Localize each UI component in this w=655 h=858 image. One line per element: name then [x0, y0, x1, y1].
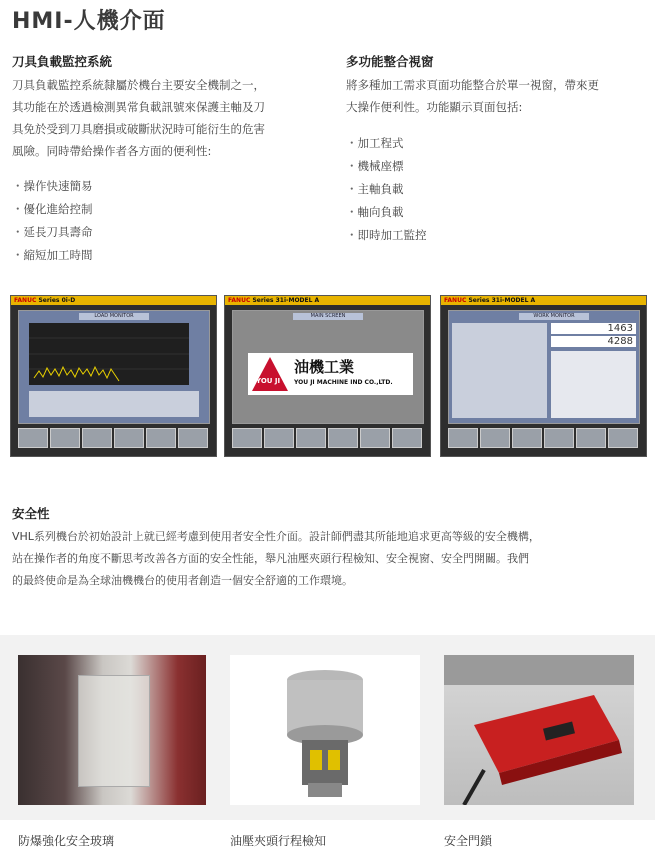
model-label: Series 31i-MODEL A: [252, 297, 320, 304]
list-item: ・ 縮短加工時間: [12, 244, 93, 267]
paragraph-line: 風險。同時帶給操作者各方面的便利性:: [12, 144, 212, 158]
door-lock-icon: [444, 655, 634, 805]
safety-heading: 安全性: [12, 506, 50, 521]
list-item: ・ 軸向負載: [346, 201, 427, 224]
logo-en: YOU JI MACHINE IND CO.,LTD.: [294, 379, 393, 386]
company-logo: [248, 353, 413, 395]
tool-load-paragraph: [12, 74, 322, 162]
brand-label: FANUC: [444, 297, 467, 304]
multi-window-heading: 多功能整合視窗: [346, 54, 434, 69]
screen-caption: LOAD MONITOR: [79, 313, 149, 320]
paragraph-line: 將多種加工需求頁面功能整合於單一視窗，帶來更: [346, 78, 599, 92]
model-label: Series 0i-D: [38, 297, 76, 304]
spindle-readout: 1463: [551, 323, 636, 334]
list-item: ・ 加工程式: [346, 132, 427, 155]
list-item: ・ 延長刀具壽命: [12, 221, 93, 244]
paragraph-line: 大操作便利性。功能顯示頁面包括:: [346, 100, 523, 114]
logo-cn: 油機工業: [294, 358, 355, 376]
chuck-cylinder-icon: [230, 655, 420, 805]
list-item: ・ 主軸負載: [346, 178, 427, 201]
load-graph: [29, 323, 189, 385]
feed-readout: 4288: [551, 336, 636, 347]
model-label: Series 31i-MODEL A: [468, 297, 536, 304]
safety-glass-photo: [18, 655, 206, 805]
chuck-sensor-photo: [230, 655, 420, 805]
multi-window-bullets: [346, 132, 427, 247]
screen-caption: WORK MONITOR: [519, 313, 589, 320]
brand-label: FANUC: [14, 297, 37, 304]
paragraph-line: 其功能在於透過檢測異常負載訊號來保護主軸及刀: [12, 100, 265, 114]
paragraph-line: 刀具負載監控系統隸屬於機台主要安全機制之一，: [12, 78, 265, 92]
paragraph-line: 站在操作者的角度不斷思考改善各方面的安全性能，舉凡油壓夾頭行程檢知、安全視窗、安全門開關。我們: [12, 552, 529, 565]
list-item: ・ 操作快速簡易: [12, 175, 93, 198]
photo-caption: 安全門鎖: [444, 834, 493, 848]
load-monitor-screen: [10, 295, 217, 457]
brand-label: FANUC: [228, 297, 251, 304]
paragraph-line: VHL系列機台於初始設計上就已經考慮到使用者安全性介面。設計師們盡其所能地追求更高等級的安全機構，: [12, 530, 540, 543]
paragraph-line: 具免於受到刀具磨損或破斷狀況時可能衍生的危害: [12, 122, 265, 136]
photo-caption: 防爆強化安全玻璃: [18, 834, 115, 848]
paragraph-line: 的最終使命是為全球油機機台的使用者創造一個安全舒適的工作環境。: [12, 574, 353, 587]
list-item: ・ 機械座標: [346, 155, 427, 178]
door-lock-photo: [444, 655, 634, 805]
tool-load-bullets: [12, 175, 93, 267]
page-title: HMI-人機介面: [12, 9, 166, 34]
logo-mark-icon: [251, 356, 289, 392]
tool-load-heading: 刀具負載監控系統: [12, 54, 113, 69]
logo-mark-text: YOU JI: [256, 377, 281, 385]
photo-caption: 油壓夾頭行程檢知: [230, 834, 327, 848]
main-screen: [224, 295, 431, 457]
list-item: ・ 優化進給控制: [12, 198, 93, 221]
work-monitor-screen: [440, 295, 647, 457]
multi-window-paragraph: [346, 74, 646, 118]
safety-paragraph: [12, 526, 652, 592]
list-item: ・ 即時加工監控: [346, 224, 427, 247]
screen-caption: MAIN SCREEN: [293, 313, 363, 320]
